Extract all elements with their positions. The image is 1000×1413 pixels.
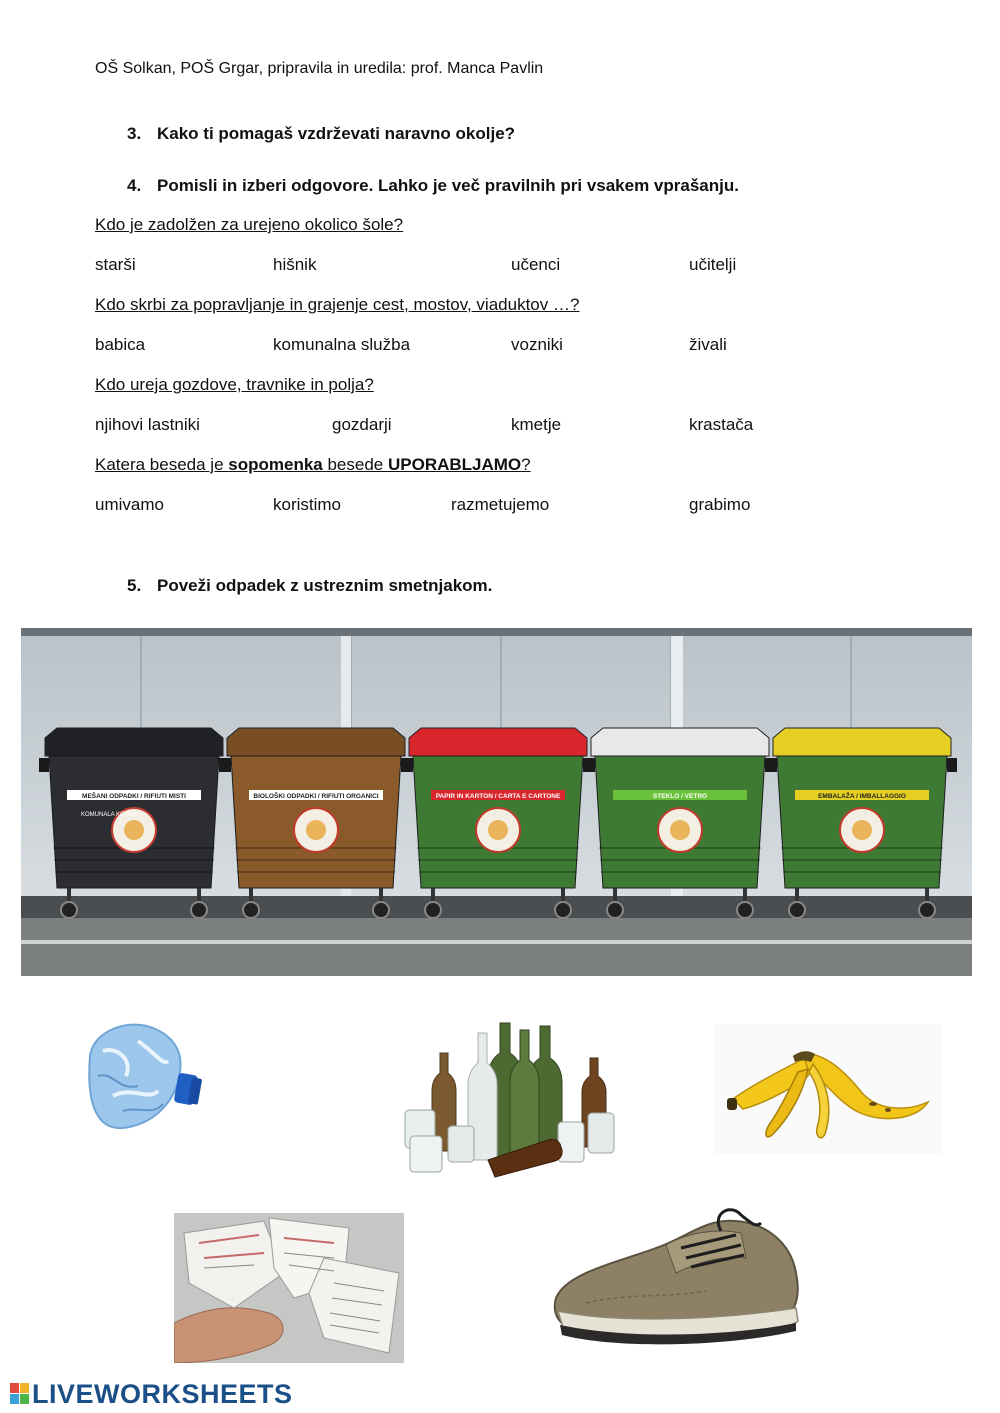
crumpled-paper-image[interactable]	[174, 1213, 404, 1363]
plastic-bottle-icon	[78, 1016, 218, 1134]
question-number: 4.	[127, 176, 142, 195]
text-part: ?	[521, 455, 531, 474]
subquestion-2: Kdo skrbi za popravljanje in grajenje cest, mostov, viaduktov …?	[95, 295, 580, 314]
shoe-image[interactable]	[546, 1203, 811, 1348]
question-text: Pomisli in izberi odgovore. Lahko je več pravilnih pri vsakem vprašanju.	[157, 176, 739, 195]
bold-word: sopomenka	[228, 455, 323, 474]
subquestion-3: Kdo ureja gozdove, travnike in polja?	[95, 375, 374, 394]
answer-option[interactable]: hišnik	[273, 255, 317, 274]
crumpled-paper-icon	[174, 1213, 404, 1363]
subquestion-1: Kdo je zadolžen za urejeno okolico šole?	[95, 215, 404, 234]
bins-illustration	[21, 628, 972, 976]
liveworksheets-logo[interactable]	[10, 1379, 293, 1410]
answer-option[interactable]: učenci	[511, 255, 561, 274]
plastic-bottle-image[interactable]	[78, 1016, 218, 1134]
answer-option[interactable]: grabimo	[689, 495, 751, 514]
answer-option[interactable]: babica	[95, 335, 146, 354]
bold-word: UPORABLJAMO	[387, 455, 522, 474]
answer-option[interactable]: razmetujemo	[451, 495, 550, 514]
bin-label: STEKLO / VETRO	[652, 793, 708, 800]
bin-label: PAPIR IN KARTON / CARTA E CARTONE	[435, 793, 561, 800]
subquestion-4	[95, 455, 531, 475]
glass-bottles-icon	[400, 1018, 625, 1178]
logo-text: LIVEWORKSHEETS	[32, 1379, 293, 1409]
question-text: Kako ti pomagaš vzdrževati naravno okolje?	[157, 124, 516, 143]
question-5	[127, 576, 492, 596]
answer-option[interactable]: njihovi lastniki	[95, 415, 200, 434]
banana-peel-icon	[713, 1024, 943, 1154]
answer-option[interactable]: živali	[689, 335, 727, 354]
question-number: 5.	[127, 576, 142, 595]
recycling-bins-photo[interactable]	[21, 628, 972, 976]
question-number: 3.	[127, 124, 142, 143]
header-text: OŠ Solkan, POŠ Grgar, pripravila in uredila: prof. Manca Pavlin	[95, 60, 544, 77]
bin-label: MEŠANI ODPADKI / RIFIUTI MISTI	[82, 793, 186, 800]
answer-option[interactable]: krastača	[689, 415, 754, 434]
text-part: Katera beseda je	[95, 455, 229, 474]
question-4	[127, 176, 739, 196]
bin-logo: KOMUNALA KOPER	[80, 812, 138, 818]
bin-label: EMBALAŽA / IMBALLAGGIO	[818, 793, 906, 800]
bin-label: BIOLOŠKI ODPADKI / RIFIUTI ORGANICI	[253, 793, 379, 800]
banana-peel-image[interactable]	[713, 1024, 943, 1154]
text-part: besede	[322, 455, 388, 474]
answer-option[interactable]: komunalna služba	[273, 335, 411, 354]
answer-option[interactable]: gozdarji	[332, 415, 392, 434]
question-text: Poveži odpadek z ustreznim smetnjakom.	[157, 576, 493, 595]
question-3	[127, 124, 515, 144]
answer-option[interactable]: starši	[95, 255, 136, 274]
answer-option[interactable]: umivamo	[95, 495, 164, 514]
logo-mark-icon	[10, 1381, 30, 1403]
answer-option[interactable]: koristimo	[273, 495, 342, 514]
answer-option[interactable]: kmetje	[511, 415, 562, 434]
answer-option[interactable]: učitelji	[689, 255, 737, 274]
answer-option[interactable]: vozniki	[511, 335, 563, 354]
shoe-icon	[546, 1203, 811, 1348]
glass-bottles-image[interactable]	[400, 1018, 625, 1178]
